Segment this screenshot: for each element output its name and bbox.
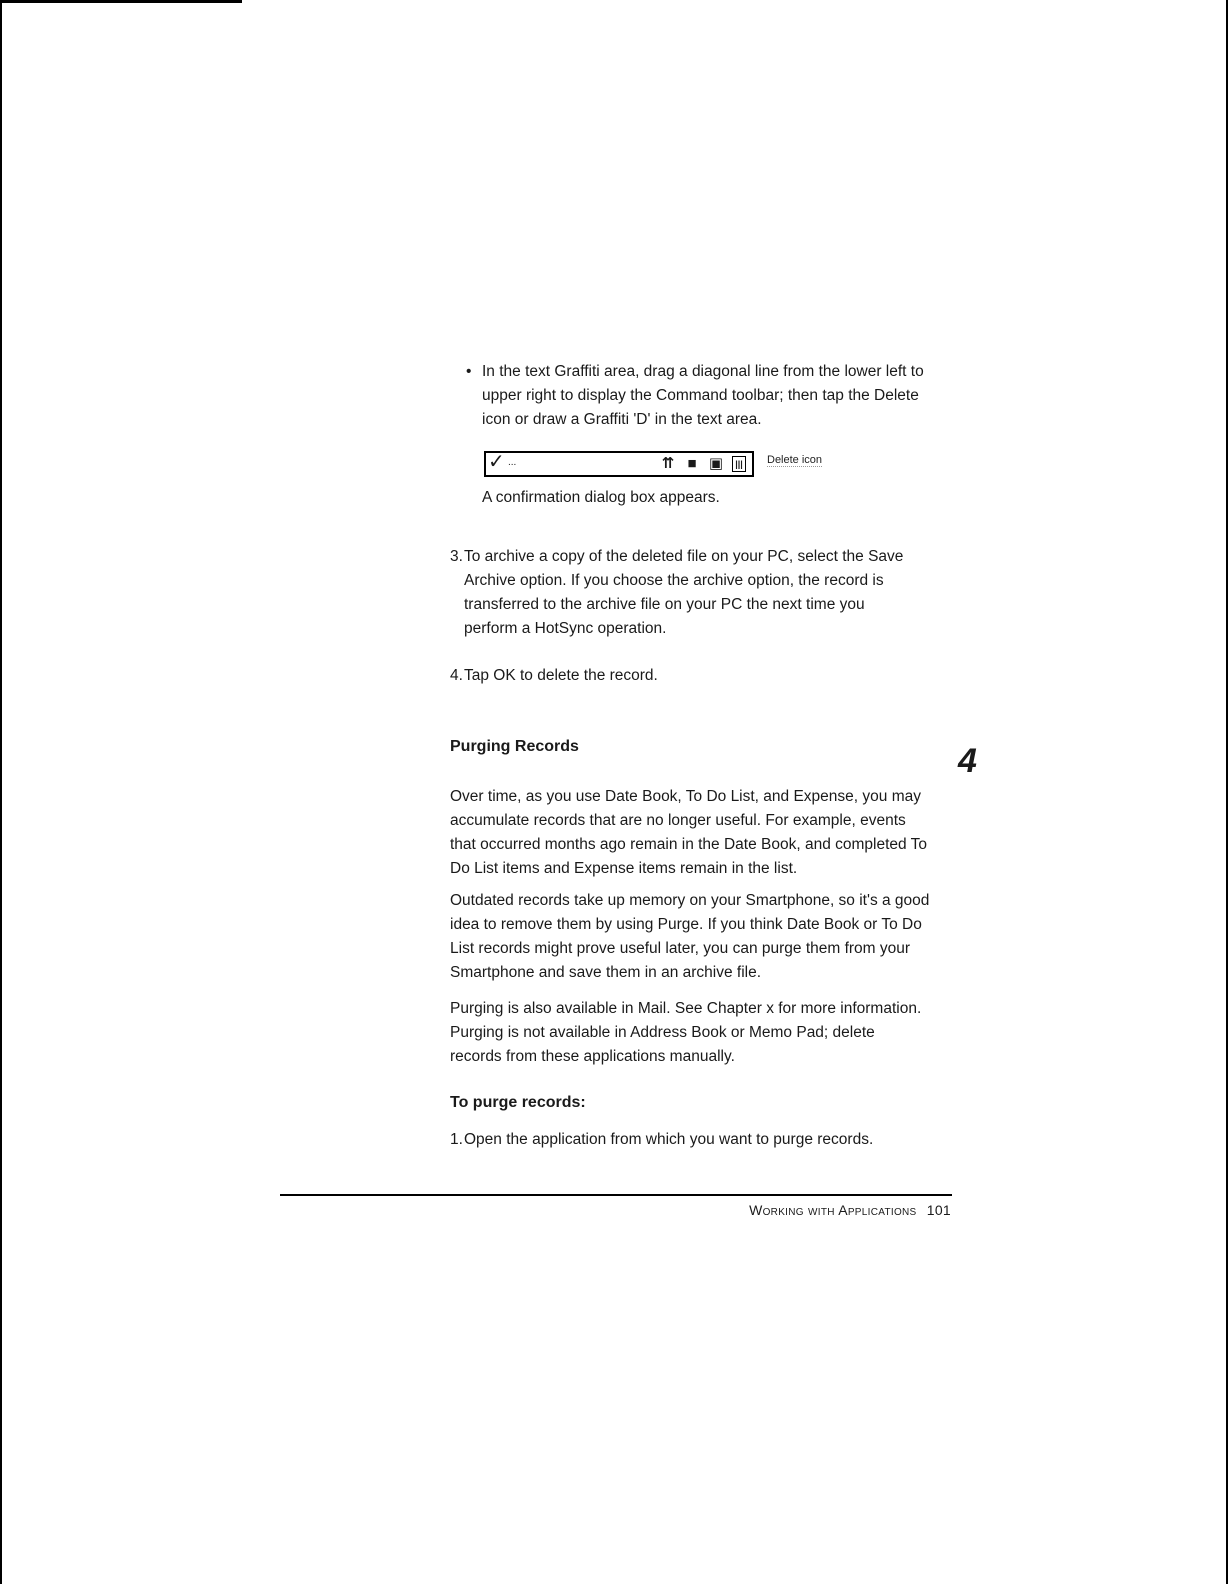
bullet-dot: • (466, 363, 472, 380)
page-footer (749, 1202, 951, 1218)
beam-icon: ⇈ (661, 455, 675, 472)
step-number: 3. (450, 548, 463, 565)
page-number: 101 (926, 1202, 951, 1218)
command-toolbar-illustration (484, 451, 754, 477)
step-text: To archive a copy of the deleted file on your PC, select the Save Archive option. If you choose the archive option, the record is transferred to the archive file on your PC the next time you perform a HotSync operation. (464, 548, 904, 637)
confirmation-text (450, 486, 930, 510)
step-number: 1. (450, 1131, 463, 1148)
bullet-text: In the text Graffiti area, drag a diagonal line from the lower left to upper right to display the Command toolbar; then tap the Delete icon or draw a Graffiti 'D' in the text area. (482, 363, 924, 428)
section-heading: Purging Records (450, 738, 579, 755)
paragraph-1: Over time, as you use Date Book, To Do List, and Expense, you may accumulate records that are no longer useful. For example, events that occurred months ago remain in the Date Book, and completed To Do List items and Expense items remain in the list. (450, 788, 928, 877)
checkmark-icon: ✓ (488, 451, 505, 473)
toolbar-icons (660, 453, 746, 475)
ellipsis-marker: ... (508, 457, 517, 468)
lock-icon: ■ (687, 455, 697, 472)
footer-section-title: Working with Applications (749, 1202, 917, 1218)
subheading: To purge records: (450, 1094, 586, 1111)
confirmation-label: A confirmation dialog box appears. (482, 489, 720, 506)
footer-rule (280, 1194, 952, 1196)
step-number: 4. (450, 667, 463, 684)
delete-icon: ||| (732, 456, 746, 472)
page-border-left (0, 0, 2, 1584)
paragraph-2: Outdated records take up memory on your Smartphone, so it's a good idea to remove them by using Purge. If you think Date Book or To Do List records might prove useful later, you can purge them from your Smartphone and save them in an archive file. (450, 892, 930, 981)
chapter-number: 4 (958, 742, 977, 780)
step-text: Tap OK to delete the record. (464, 667, 658, 684)
paragraph-3: Purging is also available in Mail. See Chapter x for more information. Purging is not available in Address Book or Memo Pad; delete records from these applications manually. (450, 1000, 922, 1065)
delete-icon-callout: Delete icon (767, 454, 823, 466)
paste-icon: ▣ (708, 455, 724, 472)
page-border-right (1226, 0, 1228, 1584)
top-rule (0, 0, 242, 3)
step-text: Open the application from which you want to purge records. (464, 1131, 874, 1148)
